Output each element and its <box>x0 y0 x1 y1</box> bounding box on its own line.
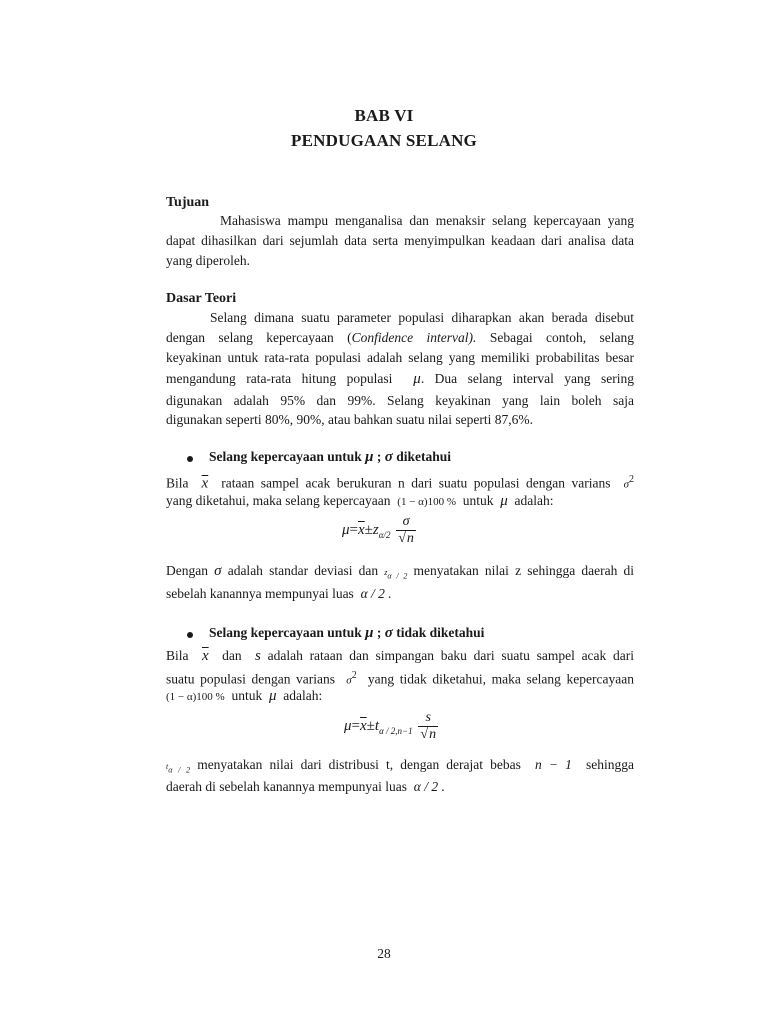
dasar-teori-line-3: keyakinan untuk rata-rata populasi adalah selang yang memiliki probabilitas besar <box>166 350 634 365</box>
formula-t-interval: $\mu=\overline{x}\pm t_{\alpha / 2,n-1}$ $\frac{s}{√n}$ <box>344 710 437 742</box>
fraction-sigma-sqrt-n: $\frac{\sigma}{√n}$ <box>398 514 414 546</box>
tujuan-line-3: yang diperoleh. <box>166 253 250 268</box>
dasar-teori-line-5: digunakan adalah 95% dan 99%. Selang keyakinan yang lain boleh saja <box>166 393 634 408</box>
section2-line-3: (1 − α)100 % untuk μ adalah: <box>166 688 323 704</box>
tujuan-line-1: Mahasiswa mampu menganalisa dan menaksir selang kepercayaan yang <box>220 213 634 228</box>
section2-line-1: Bila $\overline{x}$ dan s adalah rataan dan simpangan baku dari suatu sampel acak dari <box>166 648 635 664</box>
tujuan-heading: Tujuan <box>166 195 210 210</box>
fraction-s-sqrt-n: $\frac{s}{√n}$ <box>420 710 437 742</box>
dasar-teori-line-4: mengandung rata-rata hitung populasi μ. Dua selang interval yang sering <box>166 371 634 387</box>
dasar-teori-line-6: digunakan seperti 80%, 90%, atau bahkan suatu nilai seperti 87,6%. <box>166 412 534 427</box>
tujuan-line-2: dapat dihasilkan dari sejumlah data serta menyimpulkan keadaan dari analisa data <box>166 233 634 248</box>
section1-line-1: Bila $\overline{x}$ rataan sampel acak berukuran n dari suatu populasi dengan varians $\sigma^2$ <box>166 474 635 492</box>
section1-title: Selang kepercayaan untuk μ ; σ diketahui <box>209 449 452 465</box>
formula-z-interval: $\mu=\overline{x}\pm z_{\alpha/2}$ $\frac{\sigma}{√n}$ <box>342 514 414 546</box>
page-number: 28 <box>377 946 391 961</box>
bullet-icon <box>187 456 193 462</box>
section1-after-2: sebelah kanannya mempunyai luas α / 2 . <box>166 586 392 601</box>
chapter-number: BAB VI <box>354 106 414 125</box>
section1-line-2: yang diketahui, maka selang kepercayaan (1 − α)100 % untuk μ adalah: <box>166 493 554 509</box>
dasar-teori-line-2: dengan selang kepercayaan (Confidence interval). Sebagai contoh, selang <box>166 330 635 345</box>
section1-after-1: Dengan σ adalah standar deviasi dan $z_{\alpha / 2}$ menyatakan nilai z sehingga daerah di <box>166 563 634 581</box>
section2-line-2: suatu populasi dengan varians $\sigma^2$ yang tidak diketahui, maka selang kepercayaan <box>166 670 634 687</box>
section2-after-1: $t_{\alpha / 2}$ menyatakan nilai dari distribusi t, dengan derajat bebas n − 1 sehingga <box>166 757 635 775</box>
bullet-icon <box>187 632 193 638</box>
dasar-teori-heading: Dasar Teori <box>166 291 237 306</box>
chapter-title: PENDUGAAN SELANG <box>291 131 477 150</box>
section2-title: Selang kepercayaan untuk μ ; σ tidak diketahui <box>209 625 485 641</box>
section2-after-2: daerah di sebelah kanannya mempunyai luas α / 2 . <box>166 779 445 794</box>
dasar-teori-line-1: Selang dimana suatu parameter populasi diharapkan akan berada disebut <box>210 310 634 325</box>
